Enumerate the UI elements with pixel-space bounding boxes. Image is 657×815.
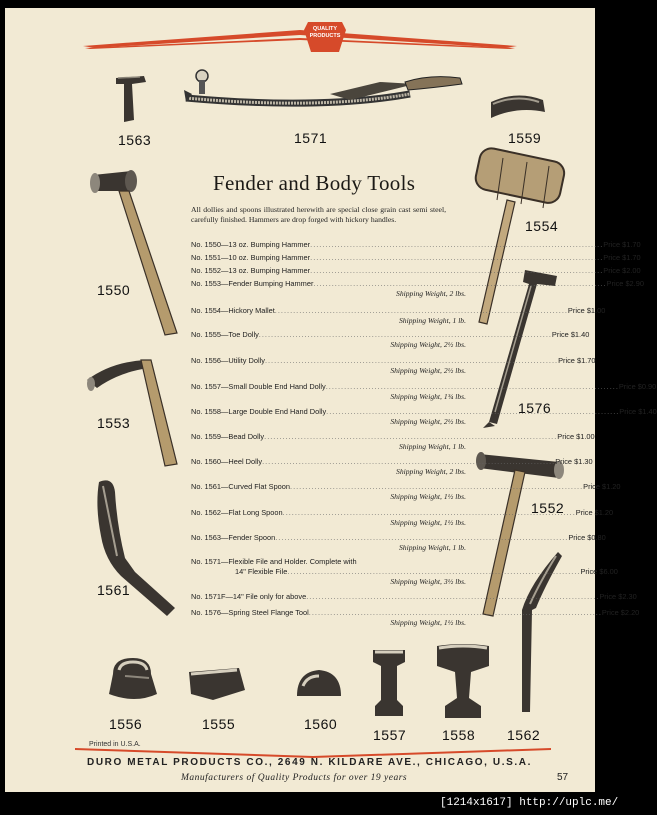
item-label: No. 1561—Curved Flat Spoon (191, 482, 291, 491)
page-number: 57 (557, 772, 569, 783)
tool-1571-flexible-file-icon (180, 64, 465, 126)
leader-dots (310, 240, 603, 250)
price-item (191, 592, 637, 602)
tool-number-1556: 1556 (109, 716, 143, 732)
item-label: No. 1551—10 oz. Bumping Hammer (191, 253, 311, 262)
tool-1563-fender-spoon-icon (110, 70, 154, 126)
price-item (191, 330, 590, 350)
tool-1556-utility-dolly-icon (105, 654, 161, 706)
tool-number-1554: 1554 (525, 218, 559, 234)
shipping-weight: Shipping Weight, 1½ lbs. (390, 618, 466, 627)
item-label-continued: 14" Flexible File (235, 567, 288, 576)
item-label: No. 1553—Fender Bumping Hammer (191, 279, 314, 288)
shipping-weight: Shipping Weight, 1½ lbs. (390, 518, 466, 527)
leader-dots (265, 356, 558, 366)
tool-number-1553: 1553 (97, 415, 131, 431)
tool-1550-bumping-hammer-icon (91, 163, 181, 339)
shipping-weight: Shipping Weight, 1 lb. (398, 442, 466, 451)
shipping-weight: Shipping Weight, 2 lbs. (396, 467, 466, 476)
price-item (191, 533, 606, 553)
shipping-weight: Shipping Weight, 2½ lbs. (390, 340, 466, 349)
item-label: No. 1556—Utility Dolly (191, 356, 265, 365)
leader-dots (326, 382, 619, 392)
price-item (191, 266, 641, 276)
tool-1559-bead-dolly-icon (487, 88, 549, 124)
leader-dots (326, 407, 619, 417)
shipping-weight: Shipping Weight, 3½ lbs. (390, 577, 466, 586)
tool-number-1562: 1562 (507, 727, 541, 743)
item-price: Price $1.00 (557, 432, 595, 441)
item-label: No. 1560—Heel Dolly (191, 457, 263, 466)
price-item (191, 482, 621, 502)
tool-number-1561: 1561 (97, 582, 131, 598)
item-label: No. 1557—Small Double End Hand Dolly (191, 382, 326, 391)
page-title: Fender and Body Tools (213, 171, 416, 195)
item-price: Price $1.20 (583, 482, 621, 491)
leader-dots (259, 330, 552, 340)
item-price: Price $0.90 (618, 382, 657, 391)
price-item (191, 356, 596, 376)
item-label: No. 1576—Spring Steel Flange Tool (191, 608, 309, 617)
item-price: Price $1.00 (567, 306, 606, 315)
price-item (191, 382, 657, 402)
tool-number-1558: 1558 (442, 727, 476, 743)
item-price: Price $2.90 (606, 279, 644, 288)
tool-number-1559: 1559 (508, 130, 542, 146)
company-tagline: Manufacturers of Quality Products for over 19 years (181, 773, 408, 783)
leader-dots (262, 457, 555, 467)
price-item (191, 240, 641, 250)
tool-1553-fender-bumping-hammer-icon (85, 356, 185, 468)
shipping-weight: Shipping Weight, 1¾ lbs. (390, 392, 466, 401)
leader-dots (275, 306, 568, 316)
tool-1561-curved-flat-spoon-icon (91, 476, 183, 620)
item-price: Price $1.70 (603, 253, 641, 262)
shipping-weight: Shipping Weight, 1 lb. (398, 543, 466, 552)
catalog-page (5, 8, 657, 792)
price-item (191, 608, 640, 628)
tool-number-1550: 1550 (97, 282, 131, 298)
tool-number-1557: 1557 (373, 727, 407, 743)
item-label: No. 1571F—14" File only for above (191, 592, 307, 601)
item-price: Price $1.40 (619, 407, 657, 416)
leader-dots (310, 266, 603, 276)
item-price: Price $6.00 (580, 567, 618, 576)
shipping-weight: Shipping Weight, 1 lb. (398, 316, 466, 325)
item-price: Price $1.40 (551, 330, 590, 339)
item-label: No. 1558—Large Double End Hand Dolly (191, 407, 327, 416)
item-label: No. 1563—Fender Spoon (191, 533, 276, 542)
tool-number-1563: 1563 (118, 132, 152, 148)
item-price: Price $2.00 (603, 266, 641, 275)
tool-number-1571: 1571 (294, 130, 328, 146)
item-price: Price $2.30 (599, 592, 637, 601)
leader-dots (309, 608, 602, 618)
intro-paragraph: All dollies and spoons illustrated herewith are special close grain cast semi steel, carefully finished. Hammers are drop forged with hickory handles. (191, 205, 446, 224)
price-item (191, 279, 644, 299)
leader-dots (290, 482, 583, 492)
tool-number-1552: 1552 (531, 500, 565, 516)
tool-number-1576: 1576 (518, 400, 552, 416)
item-price: Price $1.30 (555, 457, 593, 466)
item-price: Price $1.70 (558, 356, 596, 365)
price-item (191, 457, 593, 477)
price-item (191, 432, 595, 452)
leader-dots (313, 279, 606, 289)
left-banner-stripe (83, 30, 300, 48)
shipping-weight: Shipping Weight, 2½ lbs. (390, 366, 466, 375)
leader-dots (306, 592, 599, 602)
tool-1557-small-double-end-dolly-icon (369, 644, 409, 720)
item-price: Price $1.20 (575, 508, 614, 517)
printed-in-usa: Printed in U.S.A. (89, 741, 141, 748)
header-banner (5, 8, 595, 68)
leader-dots (275, 533, 568, 543)
price-item (191, 306, 606, 326)
tool-1558-large-double-end-dolly-icon (431, 642, 495, 722)
item-label: No. 1562—Flat Long Spoon (191, 508, 283, 517)
item-price: Price $0.80 (568, 533, 606, 542)
company-address: DURO METAL PRODUCTS CO., 2649 N. KILDARE AVE., CHICAGO, U.S.A. (87, 757, 532, 768)
image-watermark: [1214x1617] http://uplc.me/ (440, 797, 619, 809)
tool-1555-toe-dolly-icon (185, 664, 249, 704)
shipping-weight: Shipping Weight, 2½ lbs. (390, 417, 466, 426)
shipping-weight: Shipping Weight, 2 lbs. (396, 289, 466, 298)
svg-text:PRODUCTS: PRODUCTS (309, 33, 341, 39)
item-price: Price $2.20 (601, 608, 640, 617)
leader-dots (264, 432, 557, 442)
leader-dots (310, 253, 603, 263)
tool-1560-heel-dolly-icon (291, 666, 347, 706)
item-label: No. 1571—Flexible File and Holder. Complete with (191, 557, 357, 566)
leader-dots (287, 567, 580, 577)
shipping-weight: Shipping Weight, 1½ lbs. (390, 492, 466, 501)
svg-text:QUALITY: QUALITY (312, 26, 338, 32)
item-label: No. 1550—13 oz. Bumping Hammer (191, 240, 311, 249)
tool-number-1560: 1560 (304, 716, 338, 732)
item-label: No. 1552—13 oz. Bumping Hammer (191, 266, 311, 275)
item-label: No. 1555—Toe Dolly (191, 330, 259, 339)
item-label: No. 1559—Bead Dolly (191, 432, 265, 441)
leader-dots (283, 508, 576, 518)
price-item (191, 253, 641, 263)
price-item (191, 557, 618, 587)
tool-number-1555: 1555 (202, 716, 236, 732)
item-label: No. 1554—Hickory Mallet (191, 306, 275, 315)
quality-products-logo (304, 22, 346, 52)
item-price: Price $1.70 (603, 240, 641, 249)
